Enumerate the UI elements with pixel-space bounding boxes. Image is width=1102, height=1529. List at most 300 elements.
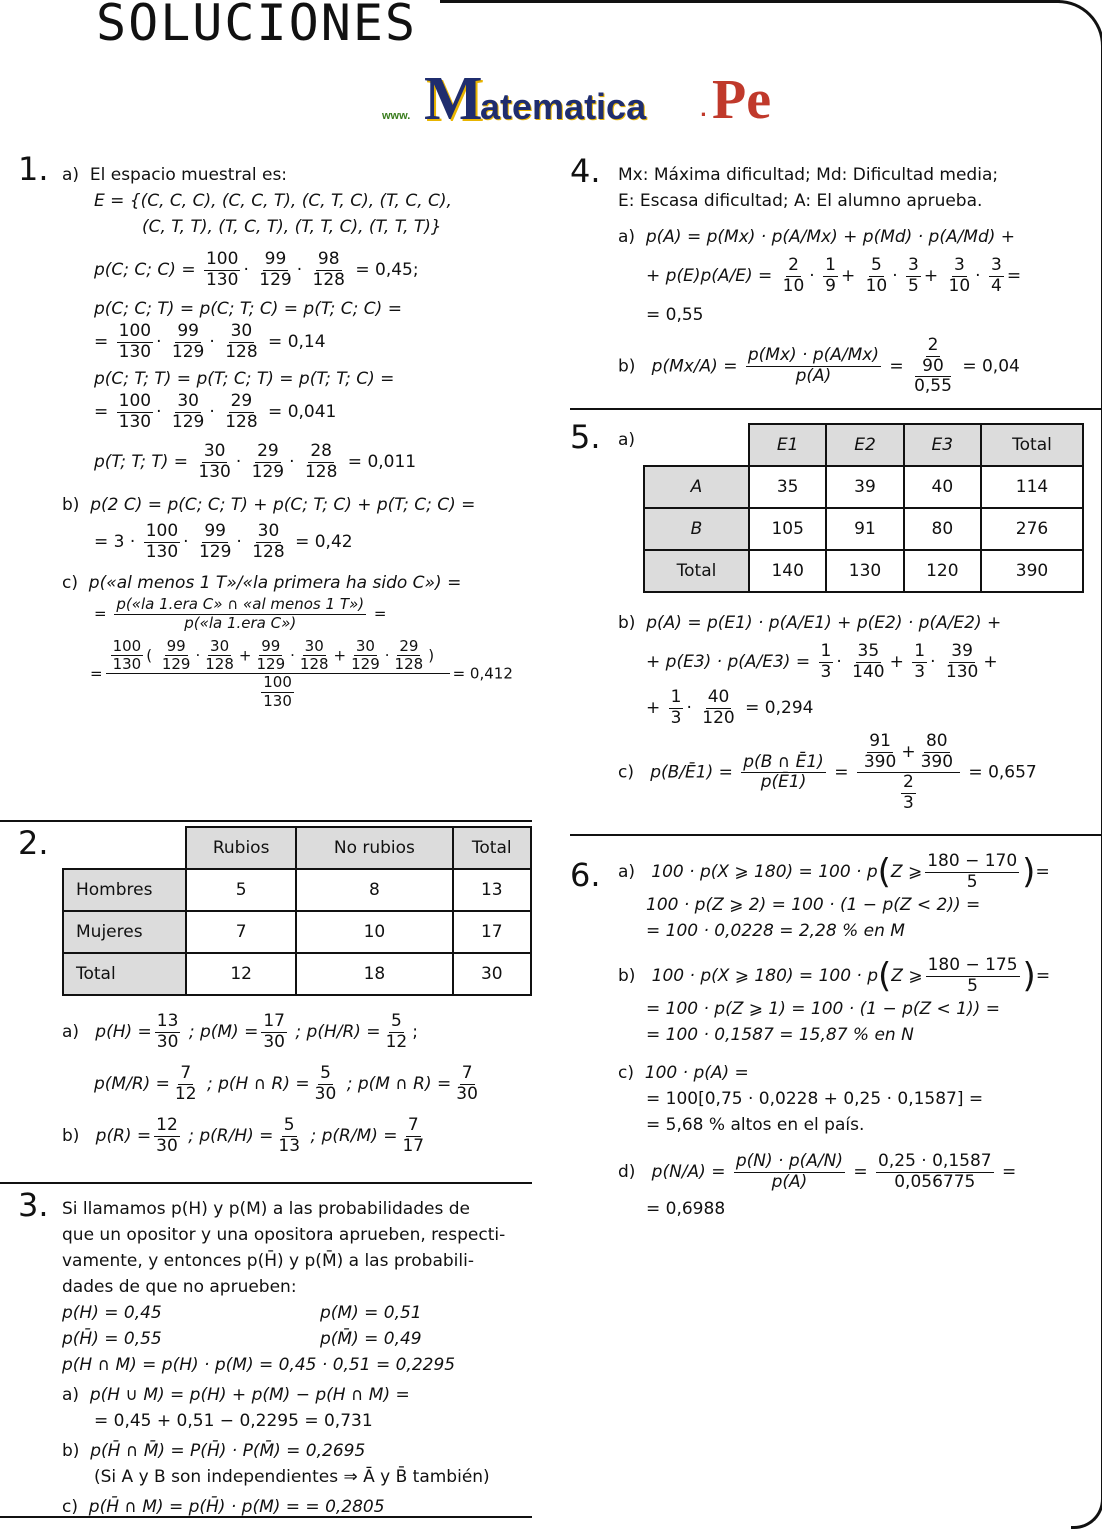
d: 128 <box>205 655 234 674</box>
section-6-number: 6. <box>570 856 601 894</box>
n: 98 <box>317 249 340 269</box>
n: p(N) · p(A/N) <box>735 1151 843 1172</box>
eq-pctt-val: = $\frac{100}{130}$ · $\frac{30}{129}$ · $\frac{29}{128}$ = 0,041 <box>94 391 337 432</box>
z: Z ⩾ <box>890 862 923 883</box>
frac <box>669 688 684 728</box>
text: El espacio muestral es: <box>89 165 288 185</box>
d: 12 <box>174 1083 197 1104</box>
table-cell: 40 <box>904 466 981 508</box>
n: $\frac{91}{390}$ + $\frac{80}{390}$ <box>857 732 960 773</box>
n: 100 <box>118 391 152 412</box>
intersection: p(H ∩ M) = p(H) · p(M) = 0,45 · 0,51 = 0,2295 <box>62 1355 456 1375</box>
table-hair <box>62 826 532 996</box>
frac <box>276 1116 302 1156</box>
table-cell: 114 <box>981 466 1083 508</box>
n: 5 <box>283 1115 295 1136</box>
frac <box>864 256 890 296</box>
d: 3 <box>903 792 914 813</box>
d: 13 <box>278 1135 301 1156</box>
page-top-border <box>440 0 1060 3</box>
part-a-3: = 0,55 <box>646 305 704 326</box>
part-c-big: = $\frac{100}{130}$ ( $\frac{99}{129}$ · $\frac{30}{128}$ + $\frac{99}{129}$ · $\frac{30}{128}$ + $\frac{30}{129}$ · $\frac{29}{128}$ ) $\frac{100}{130}$ = 0,412 <box>90 636 513 710</box>
section-3-number: 3. <box>18 1186 49 1224</box>
lhs: p(N/A) = <box>651 1162 726 1183</box>
part-c-2: = 100[0,75 · 0,0228 + 0,25 · 0,1587] = <box>646 1089 984 1110</box>
row-header: Hombres <box>63 869 186 911</box>
n: 28 <box>310 441 332 462</box>
probs-row-2 <box>62 1326 537 1352</box>
frac <box>944 642 980 682</box>
part-b <box>618 610 1098 636</box>
d: 10 <box>782 275 805 296</box>
row-header: A <box>644 466 749 508</box>
divider-2-3 <box>0 1182 532 1184</box>
d: 130 <box>198 461 231 482</box>
n: 30 <box>355 636 375 655</box>
table-cell: 8 <box>296 869 452 911</box>
frac <box>117 392 153 432</box>
d: 128 <box>299 655 329 674</box>
label: b) <box>62 1126 80 1147</box>
frac <box>349 638 382 674</box>
table-cell: 35 <box>749 466 826 508</box>
n: 29 <box>257 441 279 462</box>
pre: + p(E3) · p(A/E3) = <box>646 652 811 673</box>
res: = 0,04 <box>962 356 1020 377</box>
frac <box>257 250 293 290</box>
table-corner <box>644 424 749 466</box>
para: vamente, y entonces p(H̄) y p(M̄) a las probabili- <box>62 1251 474 1271</box>
n: p(B ∩ Ē1) <box>743 751 824 772</box>
d: 3 <box>670 707 682 728</box>
table-cell: 39 <box>826 466 903 508</box>
pre: 100 · p(X ⩾ 180) = 100 · p <box>651 966 879 987</box>
row-header: B <box>644 508 749 550</box>
b: p(M̄) = 0,49 <box>320 1329 422 1349</box>
frac <box>700 688 736 728</box>
n: 100 <box>112 636 142 655</box>
n: 100 <box>205 249 239 269</box>
row-header: Total <box>63 953 186 995</box>
table-header: E2 <box>826 424 903 466</box>
t: p(M/R) = <box>94 1074 170 1095</box>
table-cell: 18 <box>296 953 452 995</box>
part-d: d) p(N/A) = $\frac{p(N) \cdot p(A/N)}{p(A)}$ = $\frac{0,25 \cdot 0,1587}{0,056775}$ = <box>618 1151 1017 1192</box>
d: 140 <box>852 661 885 682</box>
sample-space-1: E = {(C, C, C), (C, C, T), (C, T, C), (T, C, C), <box>94 191 452 211</box>
frac <box>298 638 331 674</box>
d: 130 <box>205 269 239 290</box>
lhs: p(B/Ē1) = <box>650 762 733 783</box>
n: 3 <box>990 255 1002 275</box>
d: 0,55 <box>914 376 952 397</box>
t: ; p(M ∩ R) = <box>346 1074 452 1095</box>
para: Si llamamos p(H) y p(M) a las probabilidades de <box>62 1199 470 1219</box>
n: 100 <box>263 673 292 692</box>
bigfrac <box>106 638 450 710</box>
table-cell: 13 <box>453 869 531 911</box>
matematica-pe-logo: www. M atematica . Pe <box>382 65 772 133</box>
eq-pttt: p(T; T; T) = $\frac{30}{130}$ · $\frac{29}{129}$ · $\frac{28}{128}$ = 0,011 <box>94 441 417 482</box>
section-1 <box>62 162 537 710</box>
n: 30 <box>230 321 253 342</box>
frac <box>862 732 898 772</box>
d: 130 <box>263 691 292 710</box>
label: b) <box>618 966 636 987</box>
frac <box>746 346 881 386</box>
n: 91 <box>869 731 891 752</box>
n: 80 <box>925 731 948 752</box>
frac <box>173 1064 199 1104</box>
frac <box>223 392 259 432</box>
part-c-3: = 5,68 % altos en el país. <box>646 1115 865 1136</box>
frac <box>261 674 294 710</box>
t: ; p(M) = <box>188 1022 259 1043</box>
table-cell: 130 <box>826 550 903 592</box>
d: 390 <box>863 751 897 772</box>
section-6 <box>618 852 1098 1222</box>
para: dades de que no aprueben: <box>62 1277 297 1297</box>
label: b) <box>618 613 636 633</box>
d: 30 <box>156 1031 179 1052</box>
t: p(H̄ ∩ M) = p(H̄) · p(M) = = 0,2805 <box>88 1497 385 1517</box>
res: = 0,041 <box>268 402 337 423</box>
part-c: c) p(B/Ē1) = $\frac{p(B \cap Ē1)}{p(Ē1)}$ = $\frac{91}{390}$ + $\frac{80}{390}$ $\frac{2}{3}$ = 0,657 <box>618 731 1037 813</box>
n: 0,25 · 0,1587 <box>878 1151 992 1172</box>
paren: ( <box>878 956 892 997</box>
eq-pcct-val: = $\frac{100}{130}$ · $\frac{99}{129}$ · $\frac{30}{128}$ = 0,14 <box>94 321 326 362</box>
part-a-2: 100 · p(Z ⩾ 2) = 100 · (1 − p(Z < 2)) = <box>646 895 981 916</box>
res: = 0,42 <box>295 532 353 553</box>
frac <box>876 1152 994 1192</box>
paren: ) <box>1022 852 1036 893</box>
n: 39 <box>951 641 973 661</box>
n: $\frac{100}{130}$ ( $\frac{99}{129}$ · $\frac{30}{128}$ + $\frac{99}{129}$ · $\frac{30}{128}$ + $\frac{30}{129}$ · $\frac{29}{128}$ ) <box>106 638 450 675</box>
label: b) <box>62 495 80 516</box>
n: 30 <box>203 441 226 462</box>
d: 5 <box>967 975 978 996</box>
n: 180 − 175 <box>927 955 1018 976</box>
part-b-3: + $\frac{1}{3}$ · $\frac{40}{120}$ = 0,294 <box>646 687 814 728</box>
a: p(H̄) = 0,55 <box>62 1329 162 1349</box>
d: 5 <box>908 275 919 296</box>
d: 30 <box>456 1083 478 1104</box>
d: 130 <box>945 661 979 682</box>
n: 99 <box>177 321 199 342</box>
part-a-2: + p(E)p(A/E) = $\frac{2}{10}$ · $\frac{1}{9}$ + $\frac{5}{10}$ · $\frac{3}{5}$ + $\frac{3}{10}$ · $\frac{3}{4}$ = <box>646 255 1022 296</box>
part-b-2: (Si A y B son independientes ⇒ Ā y B̄ también) <box>94 1467 490 1487</box>
row-header: Total <box>644 550 749 592</box>
n: 2 <box>903 772 914 793</box>
d: 3 <box>914 661 926 682</box>
frac <box>197 522 233 562</box>
section-5-number: 5. <box>570 418 601 456</box>
d: 130 <box>118 341 152 362</box>
lhs: p(T; T; T) = <box>94 452 188 473</box>
n: 7 <box>180 1063 192 1084</box>
label: c) <box>618 1063 634 1084</box>
d: 10 <box>948 275 971 296</box>
n: 3 <box>953 255 965 275</box>
label: c) <box>62 573 78 594</box>
d: 3 <box>820 661 832 682</box>
t: 100 · p(A) = <box>644 1063 749 1084</box>
frac <box>250 522 286 562</box>
res: = 0,294 <box>745 698 814 719</box>
label: c) <box>618 762 634 783</box>
d: 128 <box>304 461 338 482</box>
n: 5 <box>320 1063 331 1084</box>
n: 100 <box>145 521 179 542</box>
section-2-number: 2. <box>18 824 49 862</box>
table-cell: 91 <box>826 508 903 550</box>
frac <box>254 638 287 674</box>
d: 12 <box>385 1031 408 1052</box>
table-cell: 140 <box>749 550 826 592</box>
d: p(A) <box>771 1171 808 1192</box>
label: a) <box>618 862 636 883</box>
d: 30 <box>314 1083 337 1104</box>
n: 99 <box>204 521 226 542</box>
part-b-2: = 100 · p(Z ⩾ 1) = 100 · (1 − p(Z < 1)) = <box>646 999 1000 1020</box>
table-header: Total <box>981 424 1083 466</box>
d: 128 <box>394 655 424 674</box>
d: 128 <box>252 541 285 562</box>
res: = 0,657 <box>968 762 1037 783</box>
frac <box>204 250 240 290</box>
row-header: Mujeres <box>63 911 186 953</box>
page-title: SOLUCIONES <box>96 0 418 52</box>
n: 29 <box>399 636 419 655</box>
section-3 <box>62 1196 537 1520</box>
n: p(«la 1.era C» ∩ «al menos 1 T») <box>116 595 365 614</box>
frac <box>850 642 886 682</box>
frac <box>912 336 954 397</box>
table-cell: 30 <box>453 953 531 995</box>
definitions-1: Mx: Máxima dificultad; Md: Dificultad media; <box>618 165 999 185</box>
d: 10 <box>865 275 888 296</box>
part-a-2: = 0,45 + 0,51 − 0,2295 = 0,731 <box>94 1411 373 1431</box>
t: p(H) = <box>95 1022 152 1043</box>
frac <box>819 642 834 682</box>
d: 128 <box>225 411 258 432</box>
t: ; p(R/M) = <box>310 1126 398 1147</box>
frac <box>734 1152 845 1192</box>
table-cell: 12 <box>186 953 296 995</box>
frac <box>919 732 955 772</box>
table-cell: 7 <box>186 911 296 953</box>
frac <box>857 732 960 813</box>
d: p(A) <box>795 365 832 386</box>
section-2-answers <box>62 1012 537 1156</box>
part-a <box>618 852 1098 892</box>
d: 129 <box>171 411 205 432</box>
res: = 0,45; <box>355 260 419 281</box>
table-cell: 10 <box>296 911 452 953</box>
part-b-2: + p(E3) · p(A/E3) = $\frac{1}{3}$ · $\frac{35}{140}$ + $\frac{1}{3}$ · $\frac{39}{130}$ + <box>646 641 998 682</box>
part-a <box>62 1382 537 1408</box>
frac <box>781 256 807 296</box>
page-corner-top-right <box>1041 0 1102 63</box>
frac <box>261 1012 287 1052</box>
d: 129 <box>259 269 292 290</box>
res: = 0,412 <box>452 664 513 683</box>
n: 13 <box>156 1011 179 1031</box>
table-header: E1 <box>749 424 826 466</box>
frac <box>154 1116 180 1156</box>
d: 129 <box>198 541 232 562</box>
para: que un opositor y una opositora aprueben, respecti- <box>62 1225 506 1245</box>
label: a) <box>62 1385 80 1405</box>
d: 130 <box>145 541 179 562</box>
eq: = <box>1001 1162 1017 1183</box>
divider-bottom-left <box>0 1516 532 1518</box>
section-5-answers <box>618 610 1098 813</box>
n: 99 <box>264 249 287 269</box>
n: p(Mx) · p(A/Mx) <box>747 345 879 366</box>
n: 7 <box>461 1063 473 1084</box>
frac <box>912 642 927 682</box>
n: 2 <box>927 335 939 356</box>
n: 1 <box>914 641 926 661</box>
text: p(«al menos 1 T»/«la primera ha sido C») = <box>88 573 462 594</box>
t: p(A) = p(E1) · p(A/E1) + p(E2) · p(A/E2) + <box>646 613 1002 633</box>
n: 30 <box>304 636 324 655</box>
frac <box>196 442 232 482</box>
n: 99 <box>166 636 186 655</box>
table-cell: 80 <box>904 508 981 550</box>
n: 40 <box>707 687 730 708</box>
part-a-line2 <box>62 1064 537 1104</box>
frac <box>741 753 826 793</box>
table-cell: 390 <box>981 550 1083 592</box>
table-cell: 5 <box>186 869 296 911</box>
part-b <box>62 1438 537 1464</box>
label: a) <box>618 227 636 247</box>
t: ; p(H ∩ R) = <box>206 1074 310 1095</box>
d: 129 <box>251 461 285 482</box>
eq: = <box>1035 966 1051 987</box>
eq-pccc: p(C; C; C) = $\frac{100}{130}$ · $\frac{99}{129}$ · $\frac{98}{128}$ = 0,45; <box>94 249 419 290</box>
part-d-2: = 0,6988 <box>646 1199 726 1220</box>
lhs: p(C; C; C) = <box>94 260 196 281</box>
part-a <box>618 224 1093 250</box>
d: 129 <box>161 655 191 674</box>
n: 1 <box>670 687 682 708</box>
a: p(H) = 0,45 <box>62 1303 162 1323</box>
part-b <box>618 956 1098 996</box>
lhs: p(Mx/A) = <box>651 356 738 377</box>
part-b: b) p(Mx/A) = $\frac{p(Mx) \cdot p(A/Mx)}{p(A)}$ = $\frac{\frac{2}{90}}{0,55}$ = 0,04 <box>618 335 1020 397</box>
frac <box>400 1116 426 1156</box>
d: 130 <box>112 655 142 674</box>
d: 129 <box>171 341 205 362</box>
n: 35 <box>857 641 880 661</box>
d: 9 <box>825 275 836 296</box>
frac <box>155 1012 181 1052</box>
label: d) <box>618 1162 636 1183</box>
frac <box>925 852 1019 892</box>
part-b-line <box>62 1116 537 1156</box>
text: p(2 C) = p(C; C; T) + p(C; T; C) + p(T; C; C) = <box>90 495 476 516</box>
n: 100 <box>118 321 152 342</box>
n: 7 <box>407 1115 419 1136</box>
d: 17 <box>402 1135 425 1156</box>
part-c <box>62 570 537 596</box>
frac <box>926 956 1020 996</box>
d: 4 <box>990 275 1002 296</box>
frac <box>111 638 144 674</box>
part-a-3: = 100 · 0,0228 = 2,28 % en M <box>646 921 905 942</box>
frac <box>303 442 339 482</box>
label: a) <box>62 1022 80 1043</box>
section-4 <box>618 162 1093 397</box>
part-a-line1: a) p(H) = $\frac{13}{30}$ ; p(M) = $\frac{17}{30}$ ; p(H/R) = $\frac{5}{12}$ ; <box>62 1011 418 1052</box>
frac <box>311 250 347 290</box>
frac <box>823 256 838 296</box>
t: ; p(R/H) = <box>188 1126 274 1147</box>
n: 3 <box>908 255 919 275</box>
frac <box>117 322 153 362</box>
divider-1-2 <box>0 820 532 822</box>
n: 5 <box>871 255 882 275</box>
n: 1 <box>820 641 832 661</box>
section-4-number: 4. <box>570 152 601 190</box>
label: b) <box>62 1441 80 1461</box>
d: 129 <box>351 655 380 674</box>
frac <box>223 322 259 362</box>
n: 30 <box>257 521 280 542</box>
d: p(«la 1.era C») <box>184 613 297 632</box>
frac <box>384 1012 410 1052</box>
d <box>256 674 299 710</box>
d <box>896 773 921 813</box>
d: 130 <box>118 411 152 432</box>
part-b-3: = 100 · 0,1587 = 15,87 % en N <box>646 1025 914 1046</box>
table-corner <box>63 827 186 869</box>
n: 180 − 170 <box>927 851 1018 871</box>
table-cell: 120 <box>904 550 981 592</box>
table-header: E3 <box>904 424 981 466</box>
part-c <box>618 1060 1098 1086</box>
table-cell: 276 <box>981 508 1083 550</box>
frac <box>989 256 1004 296</box>
pre: = 3 · <box>94 532 136 553</box>
n: 30 <box>177 391 199 412</box>
t: p(H ∪ M) = p(H) + p(M) − p(H ∩ M) = <box>89 1385 410 1405</box>
divider-5-6 <box>570 834 1102 836</box>
part-c-frac: = $\frac{\text{p(«la 1.era C» ∩ «al menos 1 T»)}}{\text{p(«la 1.era C»)}}$ = <box>94 595 387 632</box>
n: 99 <box>261 636 281 655</box>
divider-4-5 <box>570 408 1102 410</box>
n: 5 <box>390 1011 402 1031</box>
frac <box>160 638 193 674</box>
frac <box>920 336 946 376</box>
eq-pctt: p(C; T; T) = p(T; C; T) = p(T; T; C) = <box>94 369 395 390</box>
d: 30 <box>263 1031 285 1052</box>
label: a) <box>62 165 80 185</box>
d: 90 <box>922 355 944 376</box>
sample-space-2: (C, T, T), (T, C, T), (T, T, C), (T, T, T)} <box>142 217 442 237</box>
table-exam <box>643 423 1084 593</box>
z: Z ⩾ <box>891 966 923 987</box>
frac <box>313 1064 339 1104</box>
t: ; p(H/R) = <box>295 1022 381 1043</box>
d: 129 <box>256 655 286 674</box>
d: 5 <box>966 871 978 892</box>
frac <box>114 596 366 632</box>
part-b-val: = 3 · $\frac{100}{130}$ · $\frac{99}{129}$ · $\frac{30}{128}$ = 0,42 <box>94 521 353 562</box>
